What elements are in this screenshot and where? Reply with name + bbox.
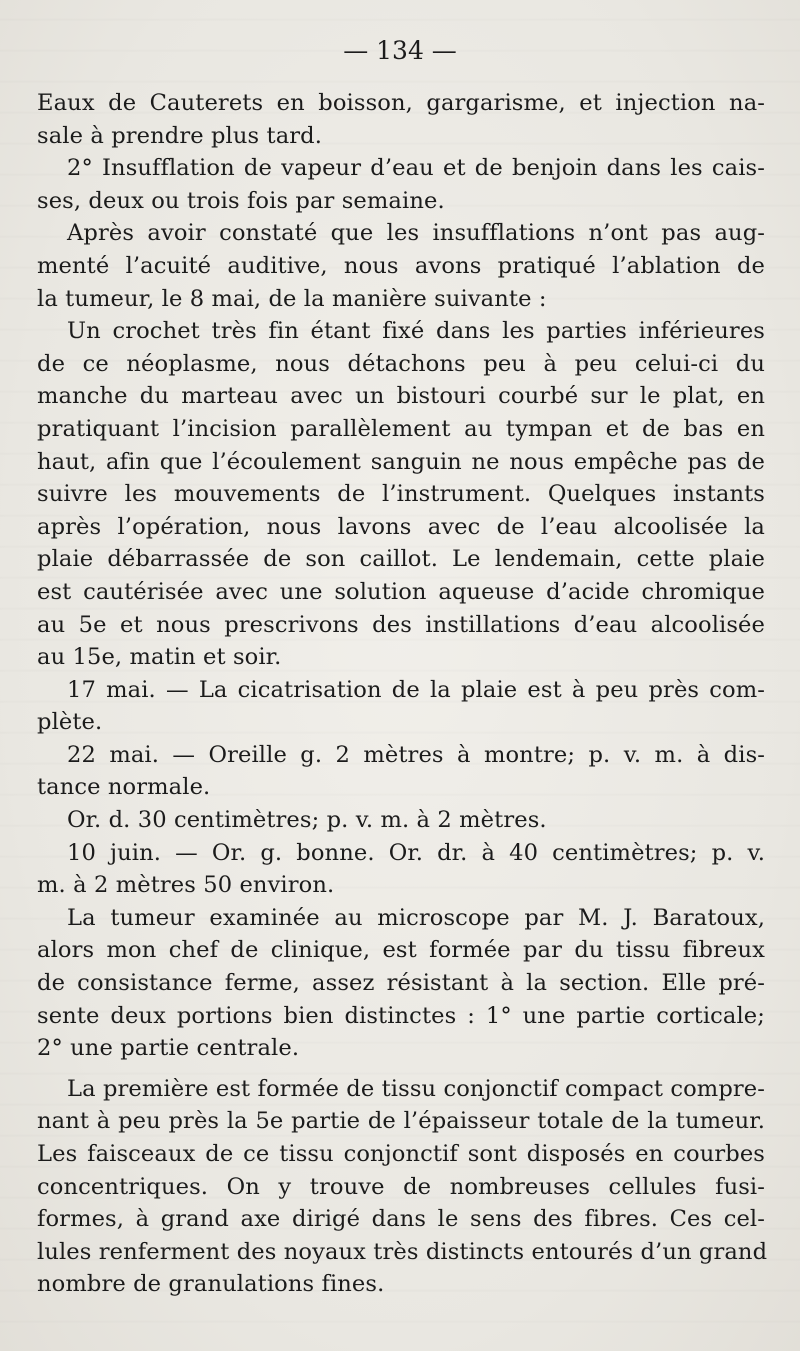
text-line: pratiquant l’incision parallèlement au tympan et de bas en	[37, 415, 765, 442]
text-line: Les faisceaux de ce tissu conjonctif sont disposés en courbes	[37, 1141, 765, 1167]
text-line: au 5e et nous prescrivons des instillations d’eau alcoolisée	[37, 611, 765, 638]
page-number: — 134 —	[343, 36, 457, 65]
text-line: nombre de granulations fines.	[37, 1271, 385, 1298]
text-line: de ce néoplasme, nous détachons peu à peu celui-ci du	[37, 350, 765, 377]
text-line: Eaux de Cauterets en boisson, gargarisme, et injection na-	[37, 90, 765, 116]
text-line: alors mon chef de clinique, est formée par du tissu fibreux	[37, 937, 765, 964]
text-line: Après avoir constaté que les insufflations n’ont pas aug-	[67, 220, 765, 247]
text-line: concentriques. On y trouve de nombreuses cellules fusi-	[37, 1173, 765, 1200]
text-line: plaie débarrassée de son caillot. Le lendemain, cette plaie	[37, 546, 765, 573]
text-line: suivre les mouvements de l’instrument. Quelques instants	[37, 481, 765, 508]
text-line: 10 juin. — Or. g. bonne. Or. dr. à 40 centimètres; p. v.	[67, 839, 765, 866]
text-line: sale à prendre plus tard.	[37, 122, 323, 149]
text-line: de consistance ferme, assez résistant à la section. Elle pré-	[37, 970, 765, 997]
body-text	[37, 87, 768, 1301]
text-line: La tumeur examinée au microscope par M. J. Baratoux,	[67, 904, 765, 931]
text-line: plète.	[37, 709, 103, 736]
text-line: après l’opération, nous lavons avec de l’eau alcoolisée la	[37, 513, 765, 540]
paragraph-gap	[37, 1065, 765, 1073]
text-line: lules renferment des noyaux très distincts entourés d’un grand	[37, 1238, 768, 1265]
text-line: manche du marteau avec un bistouri courbé sur le plat, en	[37, 383, 765, 410]
text-line: au 15e, matin et soir.	[37, 644, 282, 671]
text-line: formes, à grand axe dirigé dans le sens des fibres. Ces cel-	[37, 1206, 765, 1233]
text-line: la tumeur, le 8 mai, de la manière suivante :	[37, 285, 547, 312]
text-line: La première est formée de tissu conjonctif compact compre-	[67, 1075, 765, 1102]
text-line: nant à peu près la 5e partie de l’épaisseur totale de la tumeur.	[37, 1108, 765, 1135]
text-line: tance normale.	[37, 774, 211, 801]
text-line: haut, afin que l’écoulement sanguin ne nous empêche pas de	[37, 448, 765, 475]
text-line: ses, deux ou trois fois par semaine.	[37, 187, 445, 214]
text-line: sente deux portions bien distinctes : 1° une partie corticale;	[37, 1002, 765, 1029]
text-line: m. à 2 mètres 50 environ.	[37, 872, 335, 899]
text-line: 17 mai. — La cicatrisation de la plaie est à peu près com-	[67, 676, 765, 703]
text-line: Or. d. 30 centimètres; p. v. m. à 2 mètres.	[67, 807, 547, 834]
text-line: menté l’acuité auditive, nous avons pratiqué l’ablation de	[37, 252, 765, 279]
text-line: 22 mai. — Oreille g. 2 mètres à montre; p. v. m. à dis-	[67, 741, 765, 768]
text-line: est cautérisée avec une solution aqueuse d’acide chromique	[37, 578, 765, 605]
text-line: 2° une partie centrale.	[37, 1035, 300, 1062]
text-line: Un crochet très fin étant fixé dans les parties inférieures	[67, 318, 765, 345]
text-line: 2° Insufflation de vapeur d’eau et de benjoin dans les cais-	[67, 155, 765, 182]
